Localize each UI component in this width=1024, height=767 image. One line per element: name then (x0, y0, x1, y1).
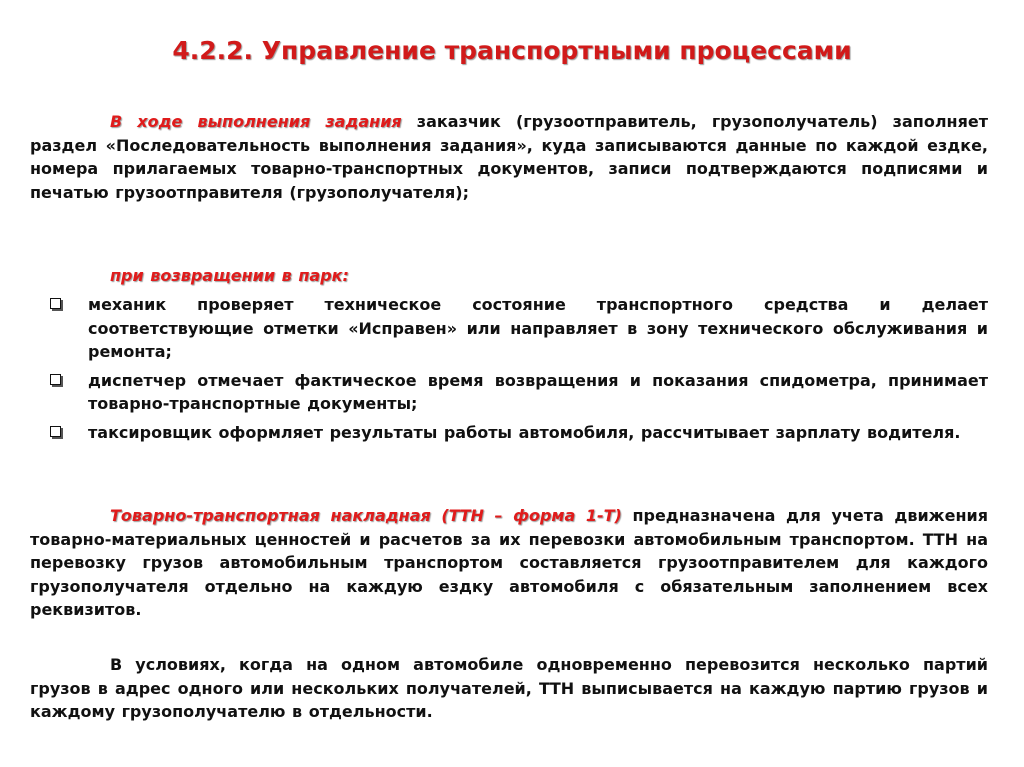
return-checklist (48, 293, 988, 450)
paragraph-text: В условиях, когда на одном автомобиле одновременно перевозится несколько партий грузов в адрес одного или нескольких получателей, ТТН выписывается на каждую партию грузов и каждому грузополучателю в отдельности. (30, 655, 988, 722)
paragraph-lead: В ходе выполнения задания (110, 112, 402, 131)
list-item (48, 421, 988, 445)
paragraph-task-execution (30, 110, 988, 204)
checkbox-bullet-icon (50, 374, 61, 385)
return-heading: при возвращении в парк: (110, 266, 349, 285)
paragraph-text: заказчик (грузоотправитель, грузополучатель) заполняет раздел «Последовательность выполнения задания», куда записываются данные по каждой ездке, номера прилагаемых товарно-транспортных документов, записи подтверждаются подписями и печатью грузоотправителя (грузополучателя); (30, 112, 988, 202)
return-section (30, 264, 988, 288)
paragraph-multiple-consignments (30, 653, 988, 724)
list-item (48, 293, 988, 364)
list-item-text: механик проверяет техническое состояние транспортного средства и делает соответствующие отметки «Исправен» или направляет в зону технического обслуживания и ремонта; (88, 295, 988, 362)
checkbox-bullet-icon (50, 426, 61, 437)
list-item-text: таксировщик оформляет результаты работы автомобиля, рассчитывает зарплату водителя. (88, 422, 961, 442)
list-item-text: диспетчер отмечает фактическое время возвращения и показания спидометра, принимает товарно-транспортные документы; (88, 370, 988, 414)
paragraph-waybill (30, 504, 988, 622)
list-item (48, 369, 988, 416)
paragraph-text: предназначена для учета движения товарно-материальных ценностей и расчетов за их перевозки автомобильным транспортом. ТТН на перевозку грузов автомобильным транспортом составляется грузоотправителем для каждого грузополучателя отдельно на каждую ездку автомобиля с обязательным заполнением всех реквизитов. (30, 506, 988, 620)
paragraph-lead: Товарно-транспортная накладная (ТТН – форма 1-Т) (110, 506, 622, 525)
page-title: 4.2.2. Управление транспортными процессами (172, 36, 852, 65)
checkbox-bullet-icon (50, 298, 61, 309)
